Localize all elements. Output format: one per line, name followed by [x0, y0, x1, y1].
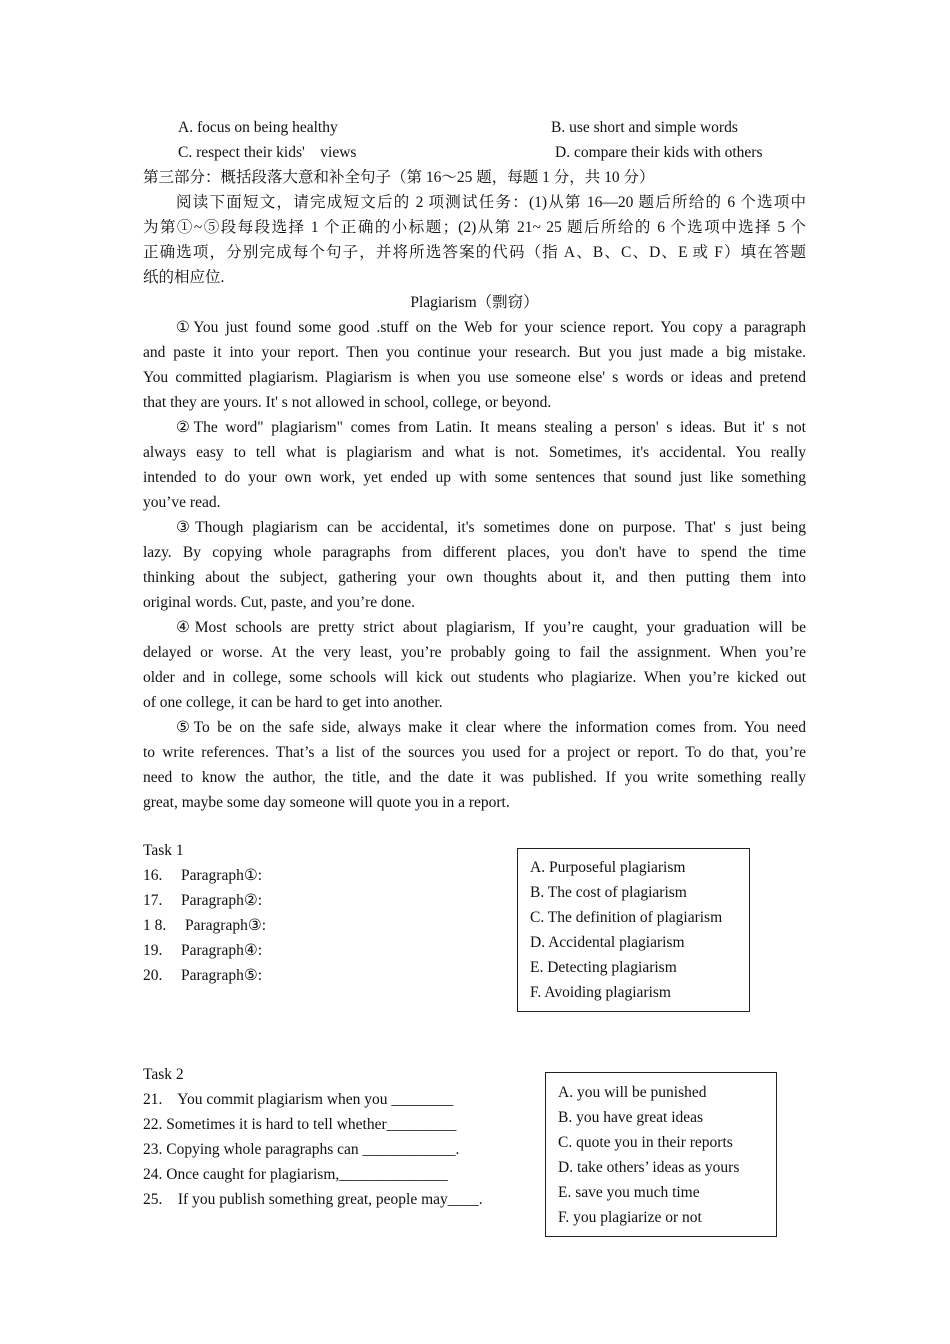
- passage-line: thinking about the subject, gathering your own thoughts about it, and then putting them into: [143, 569, 806, 586]
- passage-line: ⑤To be on the safe side, always make it clear where the information comes from. You need: [176, 719, 806, 736]
- task2-options-box: [545, 1072, 777, 1237]
- passage-line: and paste it into your report. Then you continue your research. But you just made a big mistake.: [143, 344, 806, 361]
- task1-item-number: 19.: [143, 942, 163, 959]
- prev-option-a: A. focus on being healthy: [178, 119, 338, 136]
- task1-option: A. Purposeful plagiarism: [530, 859, 686, 876]
- section-heading: 第三部分：概括段落大意和补全句子（第 16～25 题，每题 1 分，共 10 分）: [143, 169, 655, 186]
- passage-line: ②The word" plagiarism" comes from Latin. It means stealing a person' s ideas. But it' s not: [176, 419, 806, 436]
- passage-line: You committed plagiarism. Plagiarism is when you use someone else' s words or ideas and pretend: [143, 369, 806, 386]
- task2-item: 25. If you publish something great, people may____.: [143, 1191, 483, 1208]
- task2-option: E. save you much time: [558, 1184, 700, 1201]
- task2-item: 24. Once caught for plagiarism,______________: [143, 1166, 448, 1183]
- task2-option: F. you plagiarize or not: [558, 1209, 702, 1226]
- passage-title: Plagiarism（剽窃）: [410, 294, 539, 311]
- passage-line: need to know the author, the title, and the date it was published. If you write something really: [143, 769, 806, 786]
- passage-line: of one college, it can be hard to get into another.: [143, 694, 443, 711]
- instruction-line: 纸的相应位.: [143, 269, 225, 286]
- task2-item: 22. Sometimes it is hard to tell whether_________: [143, 1116, 457, 1133]
- passage-line: older and in college, some schools will kick out students who plagiarize. When you’re kicked out: [143, 669, 806, 686]
- task1-item-number: 1 8.: [143, 917, 167, 934]
- passage-line: that they are yours. It' s not allowed in school, college, or beyond.: [143, 394, 552, 411]
- instruction-line: 正确选项，分别完成每个句子，并将所选答案的代码（指 A、B、C、D、E 或 F）填在答题: [143, 244, 806, 261]
- task1-item-text: Paragraph②:: [181, 892, 263, 909]
- task1-item-number: 17.: [143, 892, 163, 909]
- task2-option: C. quote you in their reports: [558, 1134, 733, 1151]
- passage-line: ③Though plagiarism can be accidental, it's sometimes done on purpose. That' s just being: [176, 519, 806, 536]
- task1-option: D. Accidental plagiarism: [530, 934, 685, 951]
- task1-item-text: Paragraph①:: [181, 867, 263, 884]
- instruction-line: 阅读下面短文，请完成短文后的 2 项测试任务：(1)从第 16—20 题后所给的 6 个选项中: [176, 194, 806, 211]
- passage-line: great, maybe some day someone will quote you in a report.: [143, 794, 510, 811]
- prev-option-d: D. compare their kids with others: [555, 144, 763, 161]
- passage-line: ①You just found some good .stuff on the Web for your science report. You copy a paragraph: [176, 319, 806, 336]
- task1-item-number: 20.: [143, 967, 163, 984]
- task1-item-text: Paragraph⑤:: [181, 967, 263, 984]
- passage-line: lazy. By copying whole paragraphs from different places, you don't have to spend the time: [143, 544, 806, 561]
- passage-line: you’ve read.: [143, 494, 221, 511]
- passage-line: delayed or worse. At the very least, you’re probably going to fail the assignment. When you’re: [143, 644, 806, 661]
- instruction-line: 为第①~⑤段每段选择 1 个正确的小标题；(2)从第 21~ 25 题后所给的 6 个选项中选择 5 个: [143, 219, 806, 236]
- passage-line: ④Most schools are pretty strict about plagiarism, If you’re caught, your graduation will be: [176, 619, 806, 636]
- task1-item-text: Paragraph③:: [185, 917, 267, 934]
- task2-option: A. you will be punished: [558, 1084, 707, 1101]
- task1-item-text: Paragraph④:: [181, 942, 263, 959]
- task1-label: Task 1: [143, 842, 184, 859]
- task1-option: E. Detecting plagiarism: [530, 959, 677, 976]
- passage-line: original words. Cut, paste, and you’re done.: [143, 594, 416, 611]
- passage-line: always easy to tell what is plagiarism and what is not. Sometimes, it's accidental. You really: [143, 444, 806, 461]
- task1-options-box: [517, 848, 750, 1012]
- task2-option: B. you have great ideas: [558, 1109, 704, 1126]
- passage-line: to write references. That’s a list of the sources you used for a project or report. To do that, you’re: [143, 744, 806, 761]
- task2-item: 23. Copying whole paragraphs can ____________.: [143, 1141, 460, 1158]
- prev-option-c: C. respect their kids' views: [178, 144, 357, 161]
- task1-option: F. Avoiding plagiarism: [530, 984, 671, 1001]
- task2-label: Task 2: [143, 1066, 184, 1083]
- task1-option: B. The cost of plagiarism: [530, 884, 687, 901]
- passage-line: intended to do your own work, yet ended up with some sentences that sound just like something: [143, 469, 806, 486]
- task2-item: 21. You commit plagiarism when you ________: [143, 1091, 454, 1108]
- task1-option: C. The definition of plagiarism: [530, 909, 723, 926]
- prev-option-b: B. use short and simple words: [551, 119, 738, 136]
- task1-item-number: 16.: [143, 867, 163, 884]
- task2-option: D. take others’ ideas as yours: [558, 1159, 740, 1176]
